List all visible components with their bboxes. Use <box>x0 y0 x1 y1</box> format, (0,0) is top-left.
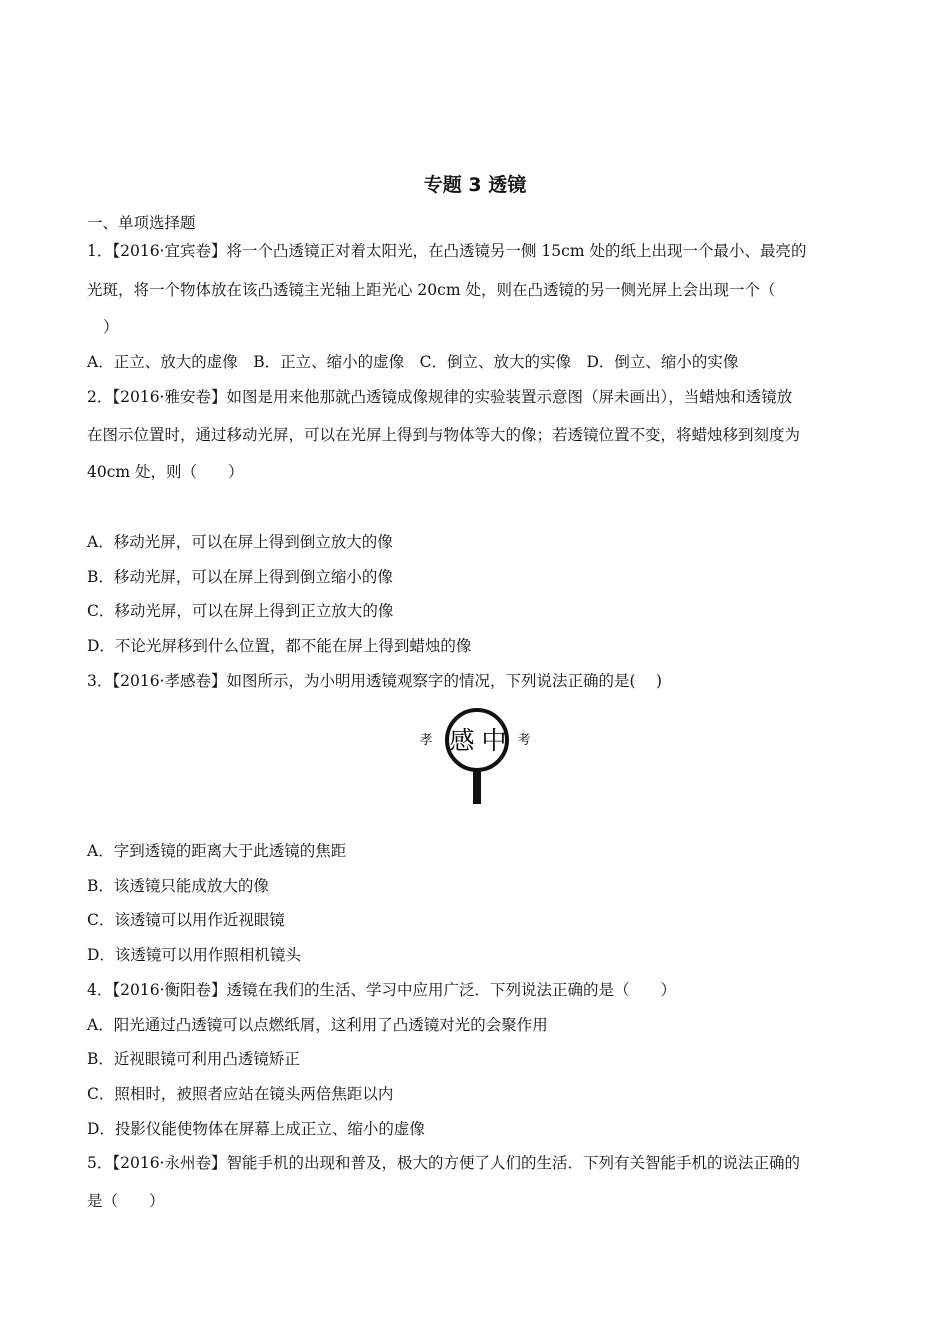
q3-option-d: D．该透镜可以用作照相机镜头 <box>87 946 301 964</box>
q1-line2: 光斑，将一个物体放在该凸透镜主光轴上距光心 20cm 处，则在凸透镜的另一侧光屏上会出现一个（ <box>87 281 776 299</box>
figure-char-center-left: 感 <box>449 726 475 755</box>
q1-options: A．正立、放大的虚像 B．正立、缩小的虚像 C．倒立、放大的实像 D．倒立、缩小的实像 <box>87 353 739 371</box>
q2-option-d: D．不论光屏移到什么位置，都不能在屏上得到蜡烛的像 <box>87 637 472 655</box>
q2-option-c: C．移动光屏，可以在屏上得到正立放大的像 <box>87 602 394 620</box>
q1-line3: ） <box>103 318 119 336</box>
section-heading: 一、单项选择题 <box>87 214 196 232</box>
q1-line1: 1．【2016·宜宾卷】将一个凸透镜正对着太阳光，在凸透镜另一侧 15cm 处的纸上出现一个最小、最亮的 <box>87 242 807 260</box>
magnifier-handle <box>473 770 481 804</box>
q2-option-a: A．移动光屏，可以在屏上得到倒立放大的像 <box>87 533 393 551</box>
q4-option-b: B．近视眼镜可利用凸透镜矫正 <box>87 1050 300 1068</box>
q3-option-a: A．字到透镜的距离大于此透镜的焦距 <box>87 842 347 860</box>
q2-option-b: B．移动光屏，可以在屏上得到倒立缩小的像 <box>87 568 393 586</box>
q4-line1: 4．【2016·衡阳卷】透镜在我们的生活、学习中应用广泛．下列说法正确的是（ ） <box>87 981 676 999</box>
q4-option-c: C．照相时，被照者应站在镜头两倍焦距以内 <box>87 1085 394 1103</box>
q3-line1: 3．【2016·孝感卷】如图所示，为小明用透镜观察字的情况，下列说法正确的是( ) <box>87 672 663 690</box>
figure-char-right: 考 <box>517 733 531 748</box>
figure-char-left: 孝 <box>419 733 433 748</box>
magnifier-figure <box>414 708 539 808</box>
q4-option-a: A．阳光通过凸透镜可以点燃纸屑，这利用了凸透镜对光的会聚作用 <box>87 1016 548 1034</box>
page-title: 专题 3 透镜 <box>423 174 527 196</box>
q3-option-b: B．该透镜只能成放大的像 <box>87 877 269 895</box>
q5-line2: 是（ ） <box>87 1192 165 1210</box>
q5-line1: 5．【2016·永州卷】智能手机的出现和普及，极大的方便了人们的生活．下列有关智能手机的说法正确的 <box>87 1154 800 1172</box>
figure-char-center-right: 中 <box>481 726 507 755</box>
q2-line3: 40cm 处，则（ ） <box>87 463 244 481</box>
q4-option-d: D．投影仪能使物体在屏幕上成正立、缩小的虚像 <box>87 1120 425 1138</box>
q2-line1: 2．【2016·雅安卷】如图是用来他那就凸透镜成像规律的实验装置示意图（屏未画出），当蜡烛和透镜放 <box>87 388 793 406</box>
q3-option-c: C．该透镜可以用作近视眼镜 <box>87 911 285 929</box>
q2-line2: 在图示位置时，通过移动光屏，可以在光屏上得到与物体等大的像；若透镜位置不变，将蜡烛移到刻度为 <box>87 426 801 444</box>
